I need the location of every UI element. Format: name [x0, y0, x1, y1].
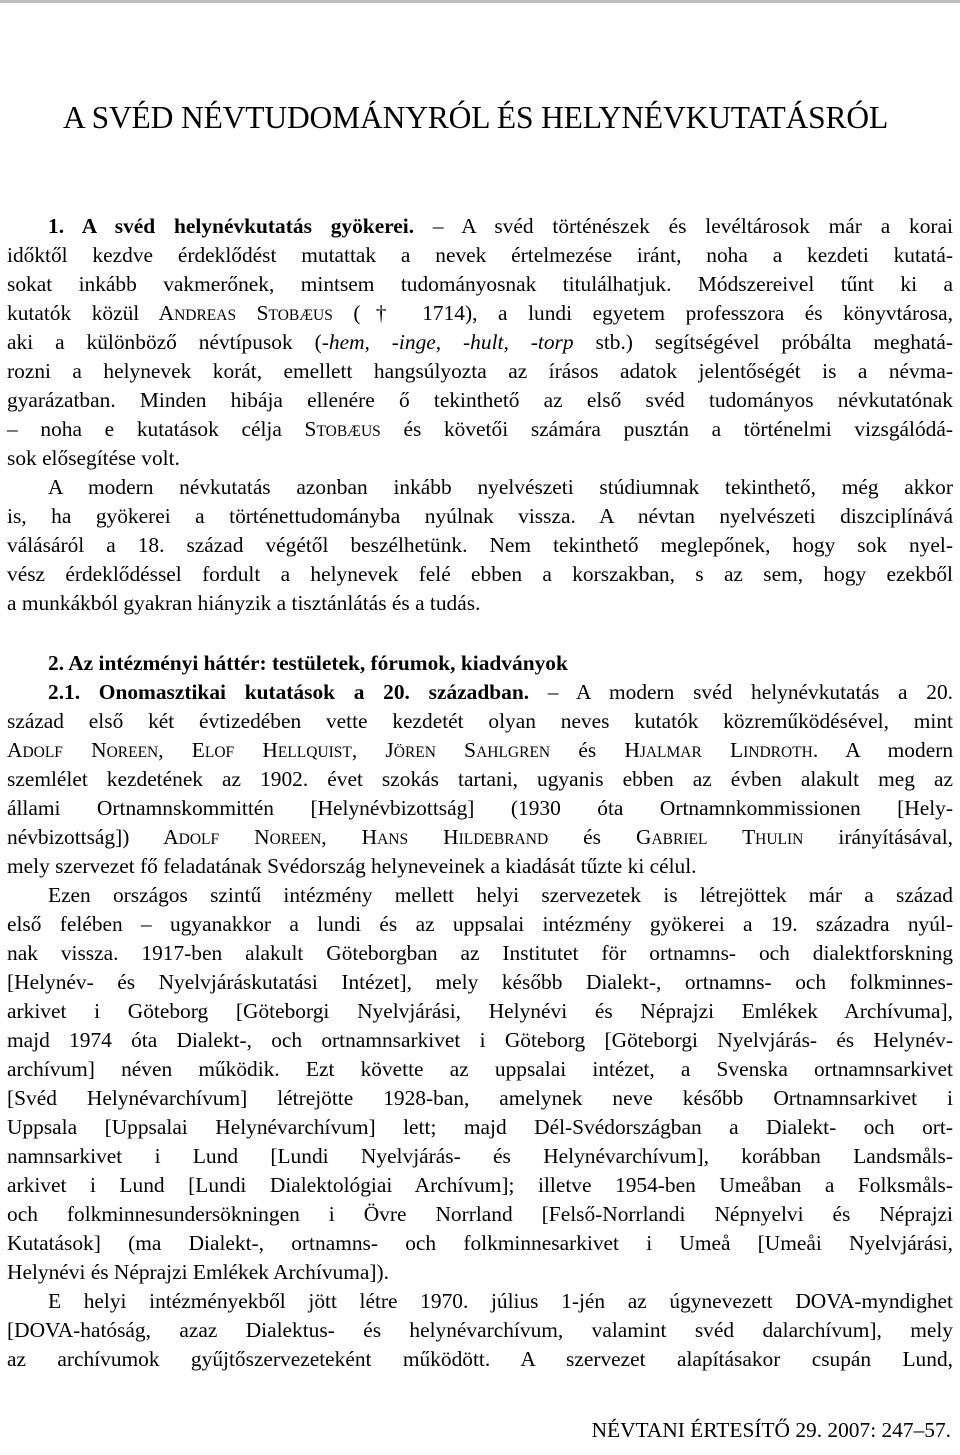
text-span: H	[408, 825, 459, 849]
top-border	[0, 0, 960, 3]
text-span: – A svéd történészek és levéltárosok már a korai	[432, 214, 953, 238]
text-line: Ezen országos szintű intézmény mellett helyi szervezetek is létrejöttek már a század	[48, 883, 953, 907]
text-span: S	[435, 738, 477, 762]
text-line: század első két évtizedében vette kezdetét olyan neves kutatók közreműködésével, mint	[7, 709, 953, 733]
text-line	[7, 299, 953, 330]
text-line: Uppsala [Uppsalai Helynévarchívum] lett; majd Dél-Svédországban a Dialekt- och ort-	[7, 1115, 953, 1139]
text-span: ÖREN	[393, 744, 436, 761]
text-span: HULIN	[755, 831, 804, 848]
text-span: DOLF	[22, 744, 63, 761]
text-line: rozni a helynevek korát, emellett hangsúlyozta az írásos adatok jelentőségét is a névma-	[7, 359, 953, 383]
text-span: NDREAS	[174, 307, 237, 324]
text-line: gyarázatban. Minden hibája ellenére ő tekinthető az első svéd tudományos névkutatónak	[7, 388, 953, 412]
text-line: [Svéd Helynévarchívum] létrejötte 1928-ban, amelynek neve később Ortnamnsarkivet i	[7, 1086, 953, 1110]
text-line: első felében – ugyanakkor a lundi és az uppsalai intézmény gyökerei a 19. századra nyúl-	[7, 912, 953, 936]
text-line: [Helynév- és Nyelvjáráskutatási Intézet], mely később Dialekt-, ortnamns- och folkminnes-	[7, 970, 953, 994]
text-span: névbizottság]) A	[7, 825, 179, 849]
section-1-first-line	[48, 212, 953, 241]
text-line: sokat inkább vakmerőnek, mintsem tudományosnak titulálhatjuk. Módszereivel tűnt ki a	[7, 272, 953, 296]
text-span: A	[7, 738, 23, 762]
text-line: E helyi intézményekből jött létre 1970. július 1-jén az úgynevezett DOVA-myndighet	[48, 1289, 953, 1313]
text-span: JALMAR	[639, 744, 702, 761]
text-span: OREEN	[269, 831, 322, 848]
text-line: arkivet i Göteborg [Göteborgi Nyelvjárási, Helynévi és Néprajzi Emlékek Archívuma],	[7, 999, 953, 1023]
subsection-line	[48, 678, 953, 707]
text-line: a munkákból gyakran hiányzik a tisztánlátás és a tudás.	[7, 591, 481, 615]
text-span: TOBÆUS	[316, 423, 381, 440]
text-span: ILDEBRAND	[458, 831, 549, 848]
text-line: időktől kezdve érdeklődést mutattak a nevek értelmezése iránt, noha a kezdeti kutatá-	[7, 243, 953, 267]
text-span: A	[158, 301, 175, 325]
text-span: stb.) segítségével próbálta meghatá-	[573, 330, 953, 354]
text-span: LOF	[204, 744, 235, 761]
text-span: N	[62, 738, 107, 762]
page-title: A SVÉD NÉVTUDOMÁNYRÓL ÉS HELYNÉVKUTATÁSRÓL	[63, 100, 889, 135]
text-line: A modern névkutatás azonban inkább nyelvészeti stúdiumnak tekinthető, még akkor	[48, 475, 953, 499]
text-line: Helynévi és Néprajzi Emlékek Archívuma]).	[7, 1260, 389, 1284]
text-line: archívum] néven működik. Ezt követte az uppsalai intézet, a Svenska ortnamnsarkivet	[7, 1057, 953, 1081]
text-span: aki a különböző névtípusok (	[7, 330, 322, 354]
text-span: és G	[548, 825, 652, 849]
text-span: ANS	[377, 831, 409, 848]
text-span: S	[236, 301, 269, 325]
text-span: és H	[550, 738, 640, 762]
text-line: válásáról a 18. század végétől beszélhetünk. Nem tekinthető meglepőnek, hogy sok nyel-	[7, 533, 953, 557]
text-span: OREEN	[106, 744, 159, 761]
text-span: kutatók közül	[7, 301, 159, 325]
text-span: – noha e kutatások célja S	[7, 417, 317, 441]
names-line-1	[7, 736, 953, 767]
text-line: nak vissza. 1917-ben alakult Göteborgban az Institutet för ortnamns- och dialektforskning	[7, 941, 953, 965]
text-span: INDROTH	[743, 744, 813, 761]
text-line: namnsarkivet i Lund [Lundi Nyelvjárás- és Helynévarchívum], korábban Landsmåls-	[7, 1144, 953, 1168]
text-line: sok elősegítése volt.	[7, 446, 180, 470]
text-line	[7, 415, 953, 446]
text-span: , J	[351, 738, 394, 762]
names-line-2	[7, 823, 953, 854]
text-line: az archívumok gyűjtőszervezeteként működött. A szervezet alapításakor csupán Lund,	[7, 1347, 953, 1371]
text-line: vész érdeklődéssel fordult a helynevek felé ebben a korszakban, s az sem, hogy ezekből	[7, 562, 953, 586]
text-line: is, ha gyökerei a történettudományba nyúlnak vissza. A névtan nyelvészeti diszciplínává	[7, 504, 953, 528]
text-span: N	[219, 825, 270, 849]
text-line: szemlélet kezdetének az 1902. évet szokás tartani, ugyanis ebben az évben alakult meg az	[7, 767, 953, 791]
text-span: T	[707, 825, 756, 849]
text-line: majd 1974 óta Dialekt-, och ortnamnsarkivet i Göteborg [Göteborgi Nyelvjárás- és Helynév-	[7, 1028, 953, 1052]
text-span: – A modern svéd helynévkutatás a 20.	[529, 680, 953, 704]
text-span: . A modern	[812, 738, 954, 762]
text-span: irányításával,	[803, 825, 954, 849]
text-line: mely szervezet fő feladatának Svédország helyneveinek a kiadását tűzte ki célul.	[7, 854, 697, 878]
text-span: és követői számára pusztán a történelmi vizsgálódá-	[380, 417, 953, 441]
text-span: TOBÆUS	[268, 307, 333, 324]
text-span: L	[701, 738, 744, 762]
text-span: ELLQUIST	[277, 744, 352, 761]
text-line	[7, 328, 953, 357]
text-span: ABRIEL	[651, 831, 708, 848]
text-span: († 1714), a lundi egyetem professzora és könyvtárosa,	[332, 301, 954, 325]
text-line: állami Ortnamnskommittén [Helynévbizottság] (1930 óta Ortnamnkommissionen [Hely-	[7, 796, 953, 820]
text-line: och folkminnesundersökningen i Övre Norrland [Felső-Norrlandi Népnyelvi és Néprajzi	[7, 1202, 953, 1226]
text-line: Kutatások] (ma Dialekt-, ortnamns- och folkminnesarkivet i Umeå [Umeåi Nyelvjárási,	[7, 1231, 953, 1255]
text-span: DOLF	[178, 831, 220, 848]
text-span: , E	[158, 738, 205, 762]
text-span: H	[234, 738, 278, 762]
text-span: -hem, -inge, -hult, -torp	[321, 330, 574, 354]
page-footer: NÉVTANI ÉRTESÍTŐ 29. 2007: 247–57.	[591, 1418, 951, 1442]
text-span: , H	[321, 825, 378, 849]
text-line: arkivet i Lund [Lundi Dialektológiai Archívum]; illetve 1954-ben Umeåban a Folksmåls-	[7, 1173, 953, 1197]
section-2-heading: 2. Az intézményi háttér: testületek, fórumok, kiadványok	[48, 651, 568, 675]
subsection-heading: 2.1. Onomasztikai kutatások a 20. században.	[48, 680, 530, 704]
text-line: [DOVA-hatóság, azaz Dialektus- és helynévarchívum, valamint svéd dalarchívum], mely	[7, 1318, 953, 1342]
section-1-heading: 1. A svéd helynévkutatás gyökerei.	[48, 214, 415, 238]
text-span: AHLGREN	[476, 744, 551, 761]
